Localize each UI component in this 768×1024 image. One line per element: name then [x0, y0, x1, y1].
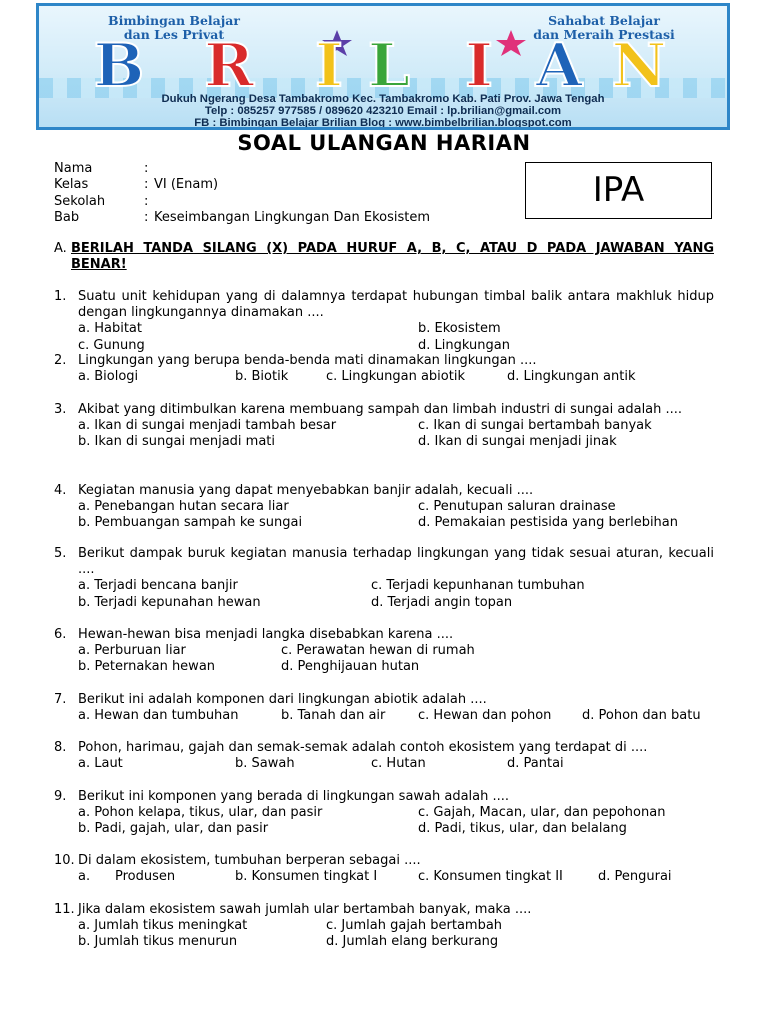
identity-value: Keseimbangan Lingkungan Dan Ekosistem	[154, 209, 431, 225]
question-number: 4.	[54, 483, 67, 498]
options-row	[78, 418, 714, 434]
logo-letter: N	[611, 31, 667, 90]
answer-option[interactable]: a. Ikan di sungai menjadi tambah besar	[78, 418, 337, 434]
logo-letter: L	[367, 31, 411, 90]
answer-option[interactable]: a. Penebangan hutan secara liar	[78, 499, 289, 515]
answer-option[interactable]: a. Hewan dan tumbuhan	[78, 708, 239, 724]
question-stem: Pohon, harimau, gajah dan semak-semak adalah contoh ekosistem yang terdapat di ....	[78, 740, 648, 755]
tagline-right-line: dan Meraih Prestasi	[533, 27, 675, 42]
answer-option[interactable]: a. Jumlah tikus meningkat	[78, 918, 248, 934]
question-item	[54, 902, 714, 951]
identity-colon: :	[144, 161, 149, 176]
question-stem: Berikut ini komponen yang berada di lingkungan sawah adalah ....	[78, 789, 510, 804]
answer-option[interactable]: b. Ekosistem	[418, 321, 501, 337]
question-number: 2.	[54, 353, 67, 368]
question-stem: Hewan-hewan bisa menjadi langka disebabkan karena ....	[78, 627, 454, 642]
answer-option[interactable]: d. Pengurai	[598, 869, 672, 885]
answer-option[interactable]: c. Hutan	[371, 756, 426, 772]
identity-row	[54, 161, 430, 177]
answer-option[interactable]: b. Pembuangan sampah ke sungai	[78, 515, 303, 531]
question-number: 1.	[54, 289, 67, 304]
answer-option[interactable]: d. Terjadi angin topan	[371, 594, 513, 610]
answer-option[interactable]: a.	[78, 869, 91, 885]
question-number: 11.	[54, 902, 75, 917]
logo-letter: I	[464, 31, 494, 90]
question-stem: Jika dalam ekosistem sawah jumlah ular bertambah banyak, maka ....	[78, 902, 532, 917]
answer-option[interactable]: d. Pohon dan batu	[582, 708, 701, 724]
question-number: 8.	[54, 740, 67, 755]
options-row	[78, 934, 714, 950]
answer-option[interactable]: a. Pohon kelapa, tikus, ular, dan pasir	[78, 805, 323, 821]
identity-row	[54, 194, 430, 210]
question-item	[54, 740, 714, 772]
instruction	[54, 241, 714, 273]
answer-option[interactable]: d. Padi, tikus, ular, dan belalang	[418, 821, 627, 837]
identity-row	[54, 177, 430, 193]
identity-block	[54, 161, 430, 226]
options-row	[78, 369, 714, 385]
answer-option[interactable]: a. Perburuan liar	[78, 643, 186, 659]
subject-box: IPA	[525, 162, 712, 219]
answer-option[interactable]: b. Jumlah tikus menurun	[78, 934, 238, 950]
answer-option[interactable]: a. Habitat	[78, 321, 142, 337]
question-stem: Lingkungan yang berupa benda-benda mati dinamakan lingkungan ....	[78, 353, 537, 368]
instruction-line: BERILAH TANDA SILANG (X) PADA HURUF A, B, C, ATAU D PADA JAWABAN YANG	[71, 241, 714, 256]
identity-colon: :	[144, 209, 149, 225]
question-item	[54, 402, 714, 451]
answer-option[interactable]: d. Lingkungan antik	[507, 369, 636, 385]
options-row	[78, 321, 714, 337]
options-row	[78, 805, 714, 821]
question-item	[54, 853, 714, 885]
answer-option[interactable]: c. Gajah, Macan, ular, dan pepohonan	[418, 805, 666, 821]
question-stem: Akibat yang ditimbulkan karena membuang sampah dan limbah industri di sungai adalah ....	[78, 402, 683, 417]
question-stem: Berikut dampak buruk kegiatan manusia terhadap lingkungan yang tidak sesuai aturan, kecuali ....	[78, 546, 714, 578]
answer-option[interactable]: c. Jumlah gajah bertambah	[326, 918, 503, 934]
identity-colon: :	[144, 177, 149, 193]
answer-option[interactable]: b. Biotik	[235, 369, 289, 385]
options-row	[78, 918, 714, 934]
options-row	[78, 659, 714, 675]
identity-value: VI (Enam)	[154, 177, 219, 193]
answer-option[interactable]: c. Konsumen tingkat II	[418, 869, 563, 885]
logo-letter: A	[535, 31, 583, 90]
answer-option[interactable]: c. Gunung	[78, 337, 145, 353]
question-stem: Suatu unit kehidupan yang di dalamnya terdapat hubungan timbal balik antara makhluk hidup dengan lingkungannya dinamakan ....	[78, 289, 714, 321]
answer-option[interactable]: b. Tanah dan air	[281, 708, 386, 724]
question-number: 6.	[54, 627, 67, 642]
question-item	[54, 353, 714, 385]
identity-label: Sekolah	[54, 193, 106, 209]
answer-option[interactable]: d. Jumlah elang berkurang	[326, 934, 499, 950]
answer-option[interactable]: c. Terjadi kepunhanan tumbuhan	[371, 578, 585, 594]
options-row	[78, 578, 714, 594]
logo-letter: B	[93, 31, 145, 90]
answer-option[interactable]: d. Ikan di sungai menjadi jinak	[418, 434, 617, 450]
answer-option[interactable]: c. Penutupan saluran drainase	[418, 499, 616, 515]
star-icon	[496, 30, 526, 56]
answer-option[interactable]: d. Penghijauan hutan	[281, 659, 420, 675]
logo-letter: R	[204, 31, 254, 90]
section-label: A.	[54, 241, 67, 256]
answer-option[interactable]: c. Lingkungan abiotik	[326, 369, 465, 385]
answer-option[interactable]: d. Pemakaian pestisida yang berlebihan	[418, 515, 678, 531]
identity-row	[54, 210, 430, 226]
question-item	[54, 483, 714, 532]
logo-letter: I	[314, 31, 344, 90]
contact-line: Telp : 085257 977585 / 089620 423210 Email : lp.brilian@gmail.com	[204, 105, 562, 117]
answer-option[interactable]: Produsen	[115, 869, 176, 885]
answer-option[interactable]: c. Perawatan hewan di rumah	[281, 643, 475, 659]
answer-option[interactable]: b. Ikan di sungai menjadi mati	[78, 434, 276, 450]
answer-option[interactable]: c. Ikan di sungai bertambah banyak	[418, 418, 652, 434]
answer-option[interactable]: b. Padi, gajah, ular, dan pasir	[78, 821, 269, 837]
question-number: 5.	[54, 546, 67, 561]
instruction-line: BENAR!	[71, 257, 127, 272]
answer-option[interactable]: a. Terjadi bencana banjir	[78, 578, 238, 594]
question-number: 3.	[54, 402, 67, 417]
answer-option[interactable]: a. Biologi	[78, 369, 139, 385]
options-row	[78, 708, 714, 724]
question-stem: Kegiatan manusia yang dapat menyebabkan banjir adalah, kecuali ....	[78, 483, 534, 498]
question-number: 9.	[54, 789, 67, 804]
options-row	[78, 434, 714, 450]
question-number: 7.	[54, 692, 67, 707]
question-item	[54, 692, 714, 724]
answer-option[interactable]: b. Konsumen tingkat I	[235, 869, 378, 885]
question-item	[54, 789, 714, 838]
answer-option[interactable]: a. Laut	[78, 756, 123, 772]
answer-option[interactable]: b. Sawah	[235, 756, 295, 772]
identity-colon: :	[144, 193, 149, 209]
social-line: FB : Bimbingan Belajar Brilian Blog : www.bimbelbrilian.blogspot.com	[194, 117, 572, 129]
question-number: 10.	[54, 853, 75, 868]
answer-option[interactable]: b. Terjadi kepunahan hewan	[78, 594, 261, 610]
brilian-logo	[79, 28, 689, 90]
options-row	[78, 595, 714, 611]
tagline-left-line: Bimbingan Belajar	[108, 13, 240, 28]
options-row	[78, 756, 714, 772]
header-banner	[36, 3, 730, 130]
question-stem: Di dalam ekosistem, tumbuhan berperan sebagai ....	[78, 853, 421, 868]
options-row	[78, 499, 714, 515]
identity-label: Kelas	[54, 177, 89, 193]
address-line: Dukuh Ngerang Desa Tambakromo Kec. Tambakromo Kab. Pati Prov. Jawa Tengah	[161, 93, 605, 105]
options-row	[78, 821, 714, 837]
question-item	[54, 546, 714, 611]
tagline-right-line: Sahabat Belajar	[548, 13, 660, 28]
answer-option[interactable]: c. Hewan dan pohon	[418, 708, 552, 724]
answer-option[interactable]: d. Pantai	[507, 756, 564, 772]
options-row	[78, 643, 714, 659]
question-item	[54, 627, 714, 676]
answer-option[interactable]: b. Peternakan hewan	[78, 659, 216, 675]
tagline-left-line: dan Les Privat	[123, 27, 225, 42]
identity-label: Nama	[54, 161, 93, 176]
answer-option[interactable]: d. Lingkungan	[418, 337, 510, 353]
question-stem: Berikut ini adalah komponen dari lingkungan abiotik adalah ....	[78, 692, 487, 707]
options-row	[78, 869, 714, 885]
page-title: SOAL ULANGAN HARIAN	[237, 131, 531, 155]
identity-label: Bab	[54, 209, 80, 225]
options-row	[78, 515, 714, 531]
options-row	[78, 338, 714, 354]
question-item	[54, 289, 714, 354]
